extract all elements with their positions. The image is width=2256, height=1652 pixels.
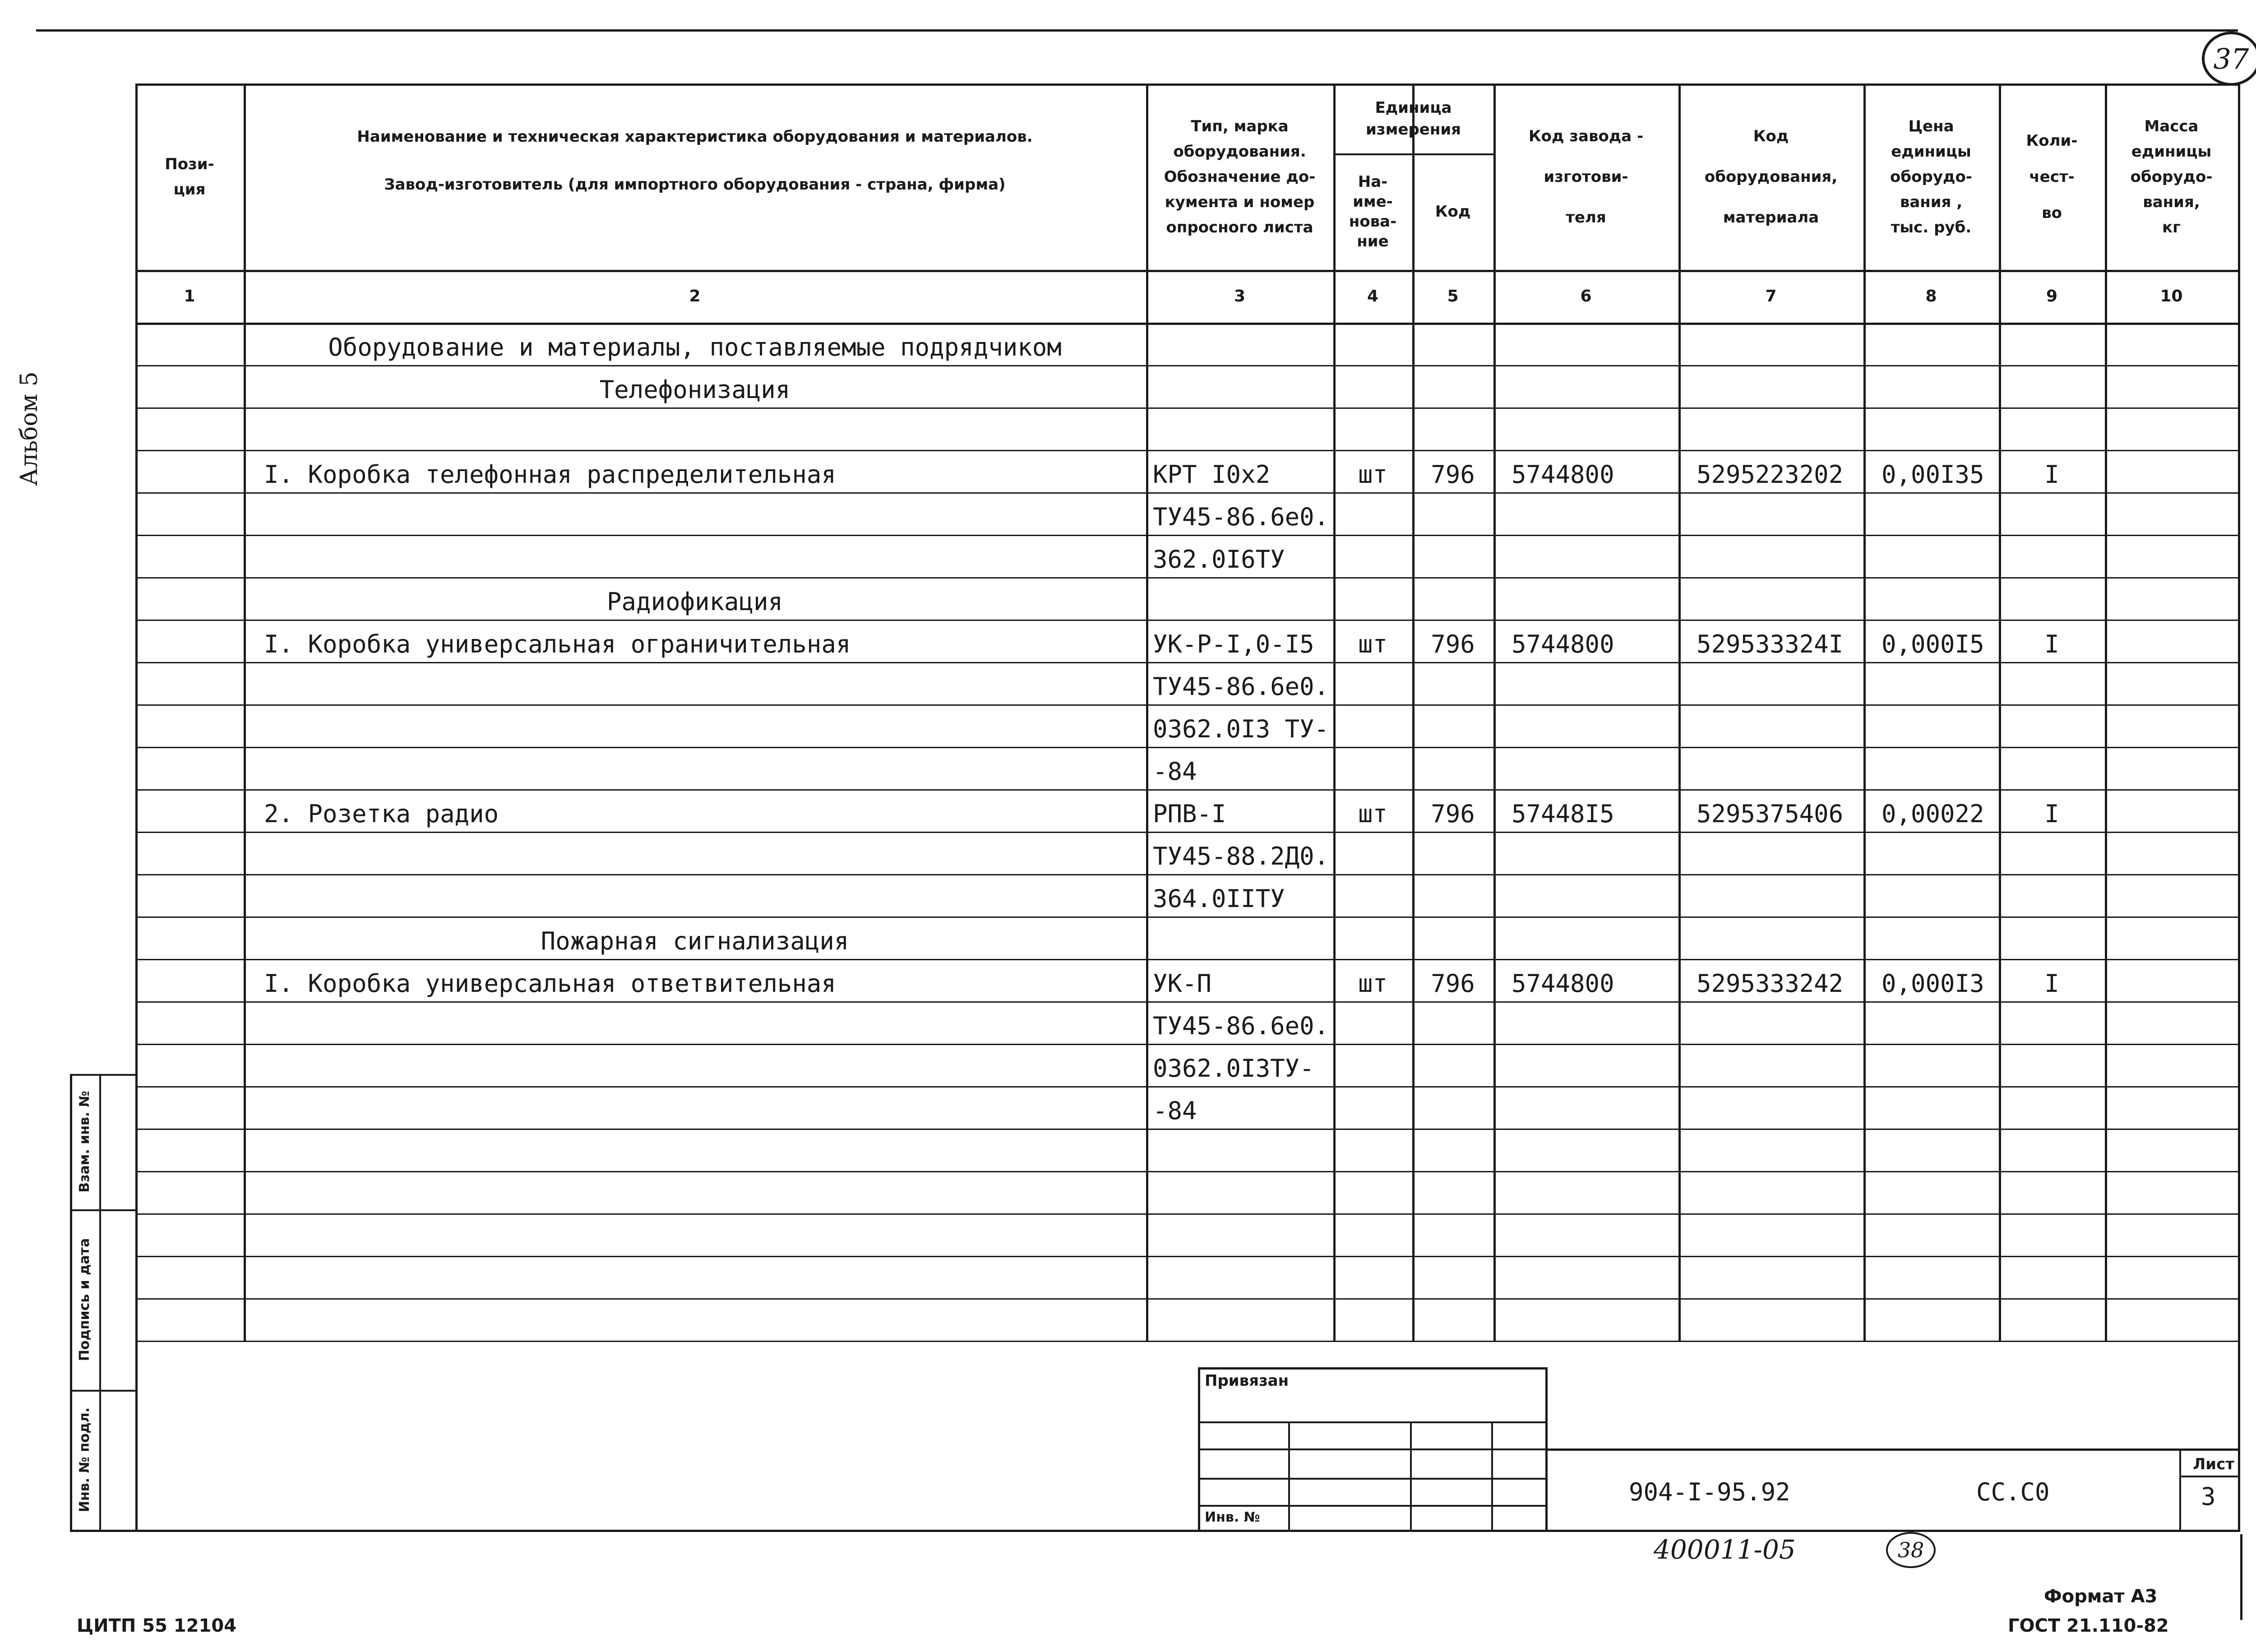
cell-unit: шт <box>1358 630 1388 658</box>
cell-unit: шт <box>1358 460 1388 489</box>
cell-type: РПВ-I <box>1153 800 1226 828</box>
row-rule <box>135 662 2238 663</box>
page-number: 37 <box>2213 42 2249 75</box>
header-name <box>244 83 1146 270</box>
cell-name: I. Коробка телефонная распределительная <box>264 460 836 489</box>
cell-name: Оборудование и материалы, поставляемые подрядчиком <box>328 333 1062 361</box>
row-rule <box>135 874 2238 875</box>
cell-price: 0,000I3 <box>1882 969 1984 998</box>
row-rule <box>135 747 2238 748</box>
row-rule <box>135 407 2238 409</box>
tb-row <box>1198 1448 1545 1450</box>
sheet-divider <box>2179 1476 2240 1477</box>
row-rule <box>135 1129 2238 1130</box>
cell-type: УК-Р-I,0-I5 <box>1153 630 1314 658</box>
row-rule <box>135 450 2238 451</box>
row-rule <box>135 1256 2238 1257</box>
gost-label: ГОСТ 21.110-82 <box>2008 1615 2169 1636</box>
column-number: 4 <box>1367 287 1379 305</box>
cell-type: -84 <box>1153 1097 1197 1125</box>
cell-type: 362.0I6ТУ <box>1153 545 1285 574</box>
cell-equip_code: 529533324I <box>1697 630 1844 658</box>
column-number: 9 <box>2046 287 2058 305</box>
column-number: 6 <box>1580 287 1592 305</box>
cell-qty: I <box>2044 460 2059 489</box>
top-rule <box>36 29 2238 32</box>
doc-code-top <box>1548 1448 2240 1451</box>
cell-equip_code: 5295333242 <box>1697 969 1844 998</box>
row-rule <box>135 916 2238 918</box>
row-rule <box>135 620 2238 621</box>
cell-name: 2. Розетка радио <box>264 800 499 828</box>
cell-plant_code: 5744800 <box>1512 630 1614 658</box>
page-right-edge <box>2240 1534 2242 1620</box>
cell-name: Пожарная сигнализация <box>541 927 849 955</box>
page-number-circle <box>2202 32 2256 86</box>
row-rule <box>135 1171 2238 1172</box>
side-inv-podl: Инв. № подл. <box>77 1407 92 1513</box>
frame-right <box>2238 83 2240 1530</box>
header-unit-code: Код <box>1435 203 1471 221</box>
row-rule <box>135 832 2238 833</box>
cell-type: ТУ45-88.2Д0. <box>1153 842 1329 870</box>
row-rule <box>135 959 2238 960</box>
cell-type: 0362.0I3ТУ- <box>1153 1054 1314 1083</box>
cell-qty: I <box>2044 630 2059 658</box>
header-unit-name: На- име- нова- ние <box>1349 173 1397 250</box>
cell-unit_code: 796 <box>1431 460 1475 489</box>
side-stamp-inner <box>99 1074 101 1530</box>
side-vzam-inv: Взам. инв. № <box>77 1091 92 1193</box>
cell-type: ТУ45-86.6е0. <box>1153 503 1329 531</box>
cell-plant_code: 5744800 <box>1512 969 1614 998</box>
cell-price: 0,00I35 <box>1882 460 1984 489</box>
tb-col <box>1410 1421 1412 1530</box>
tb-row <box>1198 1421 1545 1423</box>
cell-unit_code: 796 <box>1431 969 1475 998</box>
cell-type: УК-П <box>1153 969 1212 998</box>
cell-type: ТУ45-86.6е0. <box>1153 1012 1329 1040</box>
sheet-number: 3 <box>2201 1482 2216 1511</box>
inv-no-label: Инв. № <box>1205 1509 1260 1525</box>
handwritten-sheet: 38 <box>1897 1538 1924 1562</box>
row-rule <box>135 1044 2238 1045</box>
cell-name: Телефонизация <box>599 375 791 404</box>
tb-col <box>1491 1421 1493 1530</box>
header-name-line2: Завод-изготовитель (для импортного оборудования - страна, фирма) <box>384 176 1006 194</box>
publisher-label: ЦИТП 55 12104 <box>77 1615 237 1636</box>
row-rule <box>135 535 2238 536</box>
cell-unit_code: 796 <box>1431 800 1475 828</box>
cell-equip_code: 5295375406 <box>1697 800 1844 828</box>
cell-plant_code: 57448I5 <box>1512 800 1614 828</box>
handwritten-sheet-circle <box>1886 1532 1936 1568</box>
cell-price: 0,000I5 <box>1882 630 1984 658</box>
row-rule <box>135 1086 2238 1087</box>
row-rule <box>135 1213 2238 1215</box>
cell-price: 0,00022 <box>1882 800 1984 828</box>
side-podpis-data: Подпись и дата <box>77 1238 92 1361</box>
cell-qty: I <box>2044 800 2059 828</box>
column-number: 7 <box>1765 287 1777 305</box>
header-plant-code: Код завода - изготови- теля <box>1528 127 1644 227</box>
header-units-group: Единица измерения <box>1366 98 1461 139</box>
tb-col <box>1288 1421 1290 1530</box>
row-rule <box>135 704 2238 706</box>
cell-type: ТУ45-86.6е0. <box>1153 672 1329 701</box>
header-equipment-code: Код оборудования, материала <box>1704 127 1838 227</box>
tb-row <box>1198 1478 1545 1480</box>
cell-type: КРТ I0х2 <box>1153 460 1271 489</box>
header-quantity: Коли- чест- во <box>2026 131 2078 222</box>
column-number: 5 <box>1447 287 1459 305</box>
row-rule <box>135 789 2238 791</box>
sheet-label: Лист <box>2193 1455 2234 1473</box>
column-number: 8 <box>1925 287 1937 305</box>
row-rule <box>135 1001 2238 1003</box>
document-mark: СС.С0 <box>1976 1478 2050 1506</box>
album-label-text: Альбом 5 <box>16 371 43 486</box>
privyazan-label: Привязан <box>1205 1372 1289 1390</box>
row-rule <box>135 1341 2238 1342</box>
cell-name: I. Коробка универсальная ограничительная <box>264 630 851 658</box>
format-label: Формат А3 <box>2044 1586 2158 1607</box>
document-code: 904-I-95.92 <box>1629 1478 1790 1506</box>
sheet-col <box>2179 1448 2181 1530</box>
cell-plant_code: 5744800 <box>1512 460 1614 489</box>
column-number: 10 <box>2160 287 2183 305</box>
album-label <box>14 347 45 510</box>
header-name-line1: Наименование и техническая характеристика оборудования и материалов. <box>357 128 1033 146</box>
cell-qty: I <box>2044 969 2059 998</box>
column-number: 2 <box>689 287 701 305</box>
frame-bottom <box>70 1530 2240 1532</box>
header-position: Пози- ция <box>165 155 214 199</box>
cell-unit: шт <box>1358 800 1388 828</box>
cell-unit_code: 796 <box>1431 630 1475 658</box>
cell-equip_code: 5295223202 <box>1697 460 1844 489</box>
row-rule <box>135 1298 2238 1300</box>
tb-top <box>1198 1367 1545 1370</box>
colnum-bottom-rule <box>135 323 2238 325</box>
cell-type: 0362.0I3 ТУ- <box>1153 715 1329 743</box>
cell-name: I. Коробка универсальная ответвительная <box>264 969 836 998</box>
row-rule <box>135 577 2238 578</box>
cell-name: Радиофикация <box>606 588 783 616</box>
handwritten-number: 400011-05 <box>1654 1534 1796 1565</box>
column-number: 1 <box>184 287 195 305</box>
row-rule <box>135 365 2238 366</box>
tb-row <box>1198 1505 1545 1507</box>
header-type: Тип, марка оборудования. Обозначение до- кумента и номер опросного листа <box>1164 117 1316 236</box>
cell-unit: шт <box>1358 969 1388 998</box>
column-number: 3 <box>1234 287 1246 305</box>
header-mass: Масса единицы оборудо- вания, кг <box>2130 117 2213 236</box>
cell-type: 364.0IIТУ <box>1153 884 1285 913</box>
cell-type: -84 <box>1153 757 1197 786</box>
header-price: Цена единицы оборудо- вания , тыс. руб. <box>1890 117 1972 236</box>
row-rule <box>135 492 2238 494</box>
